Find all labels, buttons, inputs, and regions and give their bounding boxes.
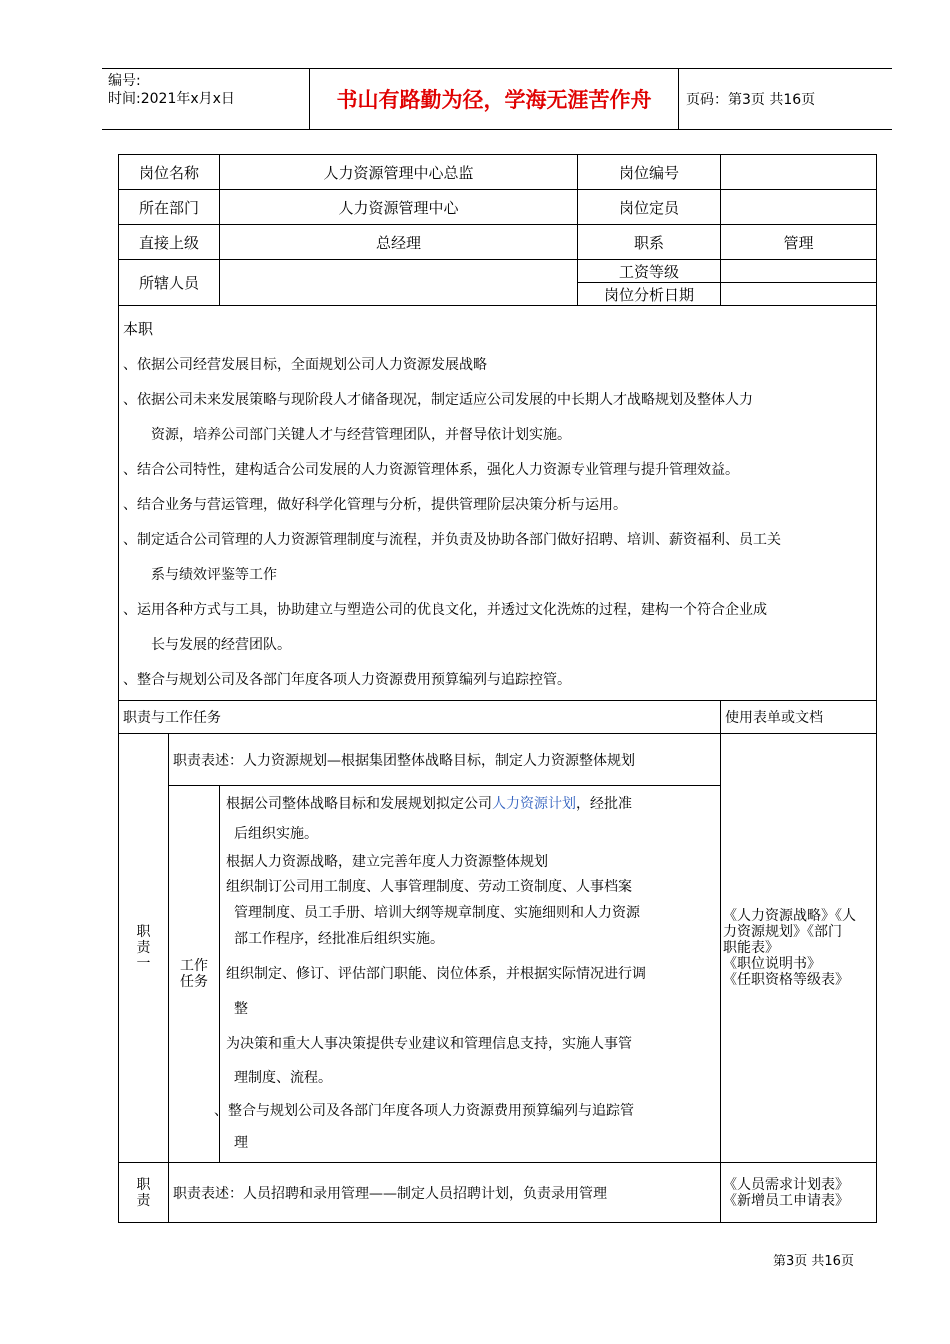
resp1-docs xyxy=(721,734,877,1163)
doc-item: 职能表》 xyxy=(723,940,780,956)
task-line: 管理制度、员工手册、培训大纲等规章制度、实施细则和人力资源 xyxy=(234,905,641,921)
number-label: 编号: xyxy=(108,73,141,89)
label-analysis-date: 岗位分析日期 xyxy=(578,283,721,306)
doc-item: 《人力资源战略》《人 xyxy=(723,908,857,924)
task-line: 理制度、流程。 xyxy=(234,1070,333,1086)
task-label xyxy=(169,786,220,1163)
duty-item: 、制定适合公司管理的人力资源管理制度与流程，并负责及协助各部门做好招聘、培训、薪资福利、员工关 xyxy=(123,532,781,548)
header-page-code: 页码：第3页 共16页 xyxy=(686,92,816,108)
task-line: 、整合与规划公司及各部门年度各项人力资源费用预算编列与追踪管 xyxy=(214,1103,635,1119)
resp1-label xyxy=(119,734,169,1163)
doc-item: 《任职资格等级表》 xyxy=(723,972,850,988)
resp1-description: 职责表述：人力资源规划—根据集团整体战略目标，制定人力资源整体规划 xyxy=(169,734,721,786)
duty-item: 、结合业务与营运管理，做好科学化管理与分析，提供管理阶层决策分析与运用。 xyxy=(123,497,627,513)
resp1-tasks xyxy=(214,786,721,1163)
header-motto: 书山有路勤为径，学海无涯苦作舟 xyxy=(310,69,679,129)
forms-header: 使用表单或文档 xyxy=(721,701,877,734)
task-label-text: 工作任务 xyxy=(180,958,208,990)
task-line: 部工作程序，经批准后组织实施。 xyxy=(234,931,445,947)
value-analysis-date xyxy=(721,283,877,306)
page-header xyxy=(102,68,892,130)
label-headcount: 岗位定员 xyxy=(578,190,721,225)
label-job-family: 职系 xyxy=(578,225,721,260)
core-duties-cell xyxy=(119,306,877,701)
doc-item: 力资源规划》《部门 xyxy=(723,924,843,940)
doc-item: 《人员需求计划表》 xyxy=(723,1176,850,1193)
label-subordinates: 所辖人员 xyxy=(119,260,220,306)
task-line: 理 xyxy=(234,1135,249,1151)
page-footer: 第3页 共16页 xyxy=(773,1254,854,1269)
header-meta xyxy=(102,69,310,129)
job-description-table xyxy=(118,154,877,1223)
task-line: 后组织实施。 xyxy=(234,826,319,842)
task-line: 为决策和重大人事决策提供专业建议和管理信息支持，实施人事管 xyxy=(226,1036,633,1052)
time-label: 时间:2021年x月x日 xyxy=(108,91,235,107)
duty-item: 、结合公司特性，建构适合公司发展的人力资源管理体系，强化人力资源专业管理与提升管理效益。 xyxy=(123,462,739,478)
task-line: 整 xyxy=(234,1001,249,1017)
duty-item: 、整合与规划公司及各部门年度各项人力资源费用预算编列与追踪控管。 xyxy=(123,672,571,688)
label-position-code: 岗位编号 xyxy=(578,155,721,190)
resp2-description: 职责表述：人员招聘和录用管理——制定人员招聘计划，负责录用管理 xyxy=(169,1163,721,1223)
value-supervisor: 总经理 xyxy=(220,225,578,260)
label-supervisor: 直接上级 xyxy=(119,225,220,260)
value-department: 人力资源管理中心 xyxy=(220,190,578,225)
value-salary-grade xyxy=(721,260,877,283)
duty-item: 系与绩效评鉴等工作 xyxy=(151,567,277,583)
doc-item: 《职位说明书》 xyxy=(723,956,822,972)
value-position-name: 人力资源管理中心总监 xyxy=(220,155,578,190)
duty-item: 、运用各种方式与工具，协助建立与塑造公司的优良文化，并透过文化洗炼的过程，建构一个符合企业成 xyxy=(123,602,767,618)
task-line: 根据人力资源战略，建立完善年度人力资源整体规划 xyxy=(226,854,549,870)
resp-header: 职责与工作任务 xyxy=(119,701,721,734)
label-salary-grade: 工资等级 xyxy=(578,260,721,283)
task-line: 根据公司整体战略目标和发展规划拟定公司人力资源计划，经批准 xyxy=(226,796,633,812)
duty-item: 资源，培养公司部门关键人才与经营管理团队，并督导依计划实施。 xyxy=(151,427,571,443)
duty-item: 、依据公司未来发展策略与现阶段人才储备现况，制定适应公司发展的中长期人才战略规划及整体人力 xyxy=(123,392,753,408)
label-position-name: 岗位名称 xyxy=(119,155,220,190)
resp2-docs xyxy=(721,1163,877,1223)
doc-item: 《新增员工申请表》 xyxy=(723,1192,850,1209)
hr-plan-link[interactable]: 人力资源计划 xyxy=(492,796,577,812)
task-line: 组织制订公司用工制度、人事管理制度、劳动工资制度、人事档案 xyxy=(226,879,633,895)
label-department: 所在部门 xyxy=(119,190,220,225)
core-duties-title: 本职 xyxy=(123,320,154,338)
duty-item: 长与发展的经营团队。 xyxy=(151,637,291,653)
resp1-label-text: 职责一 xyxy=(136,924,151,972)
resp2-label-text: 职责 xyxy=(136,1176,151,1209)
value-job-family: 管理 xyxy=(721,225,877,260)
resp2-label xyxy=(119,1163,169,1223)
value-subordinates xyxy=(220,260,578,306)
task-line: 组织制定、修订、评估部门职能、岗位体系，并根据实际情况进行调 xyxy=(226,966,647,982)
duty-item: 、依据公司经营发展目标，全面规划公司人力资源发展战略 xyxy=(123,357,487,373)
value-position-code xyxy=(721,155,877,190)
value-headcount xyxy=(721,190,877,225)
